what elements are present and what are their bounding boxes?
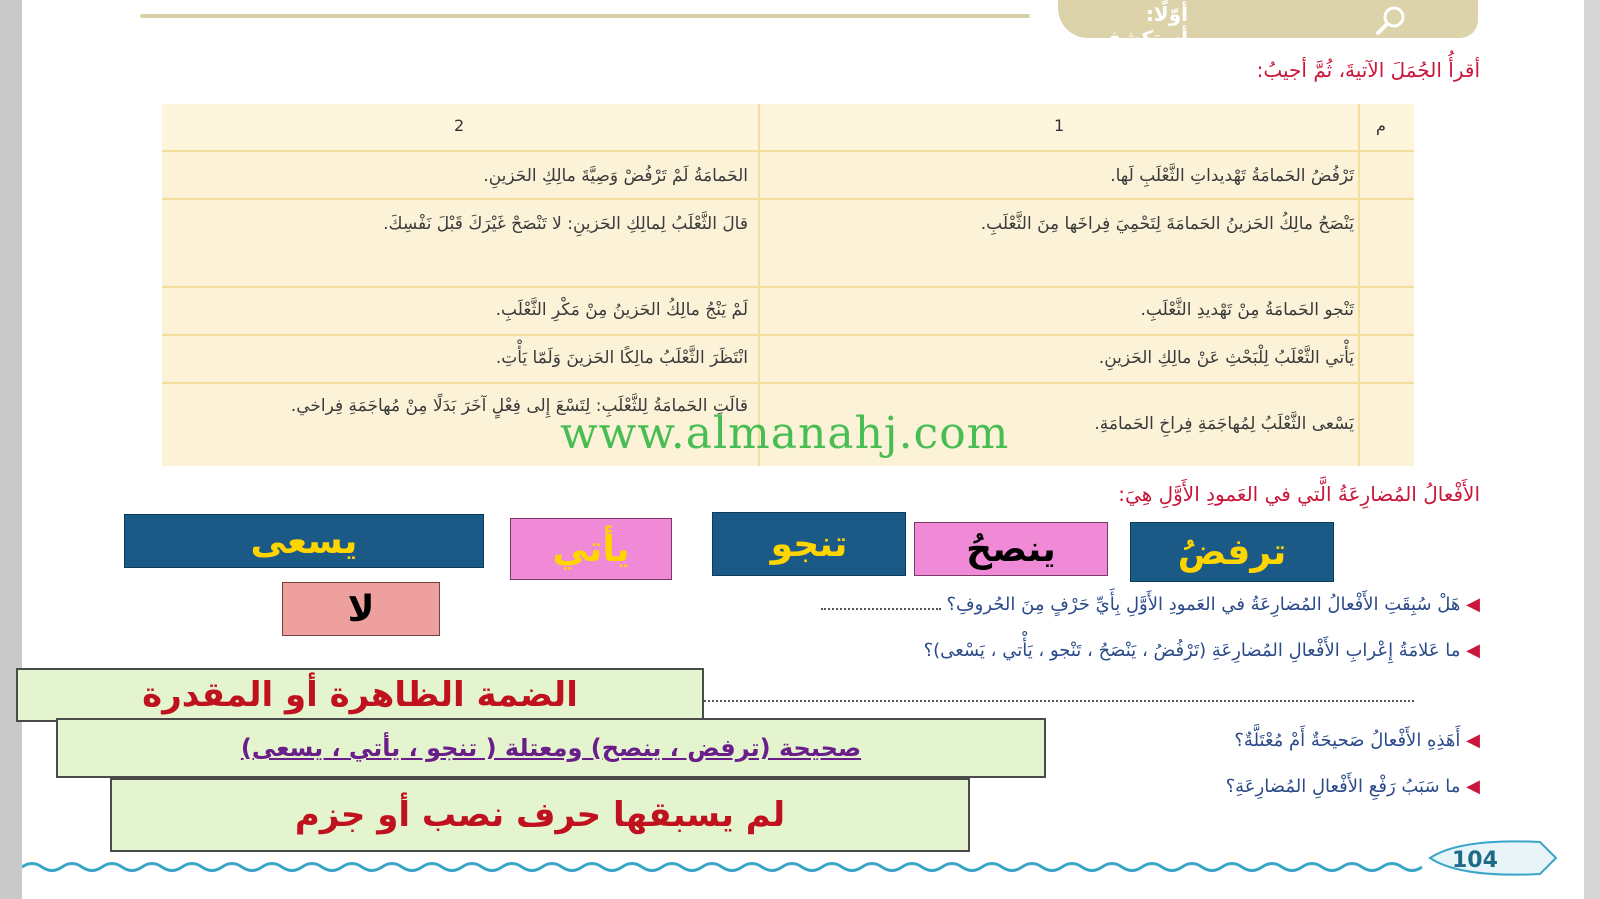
table-cell: تَنْجو الحَمامَةُ مِنْ تَهْديدِ الثَّعْلَبِ.: [1140, 300, 1354, 320]
question-line: [821, 594, 1480, 615]
column-divider: [1358, 104, 1360, 466]
table-header-col2: 2: [454, 116, 465, 135]
left-border: [0, 0, 22, 899]
answer-box-verb: يأتي: [510, 518, 672, 580]
watermark-text: www.almanahj.com: [560, 408, 1010, 459]
arrow-icon: ◀: [1466, 730, 1480, 751]
table-cell: لَمْ يَنْجُ مالِكُ الحَزينُ مِنْ مَكْرِ الثَّعْلَبِ.: [495, 300, 748, 320]
table-cell: قالَ الثَّعْلَبُ لِمالِكِ الحَزينِ: لا تَنْصَحْ غَيْرَكَ قَبْلَ نَفْسِكَ.: [383, 214, 748, 234]
question-line: [1234, 730, 1480, 751]
table-cell: تَرْفُضُ الحَمامَةُ تَهْديداتِ الثَّعْلَبِ لَها.: [1110, 166, 1354, 186]
answer-box-verb: ترفضُ: [1130, 522, 1334, 582]
magnifier-icon: [1374, 3, 1408, 37]
answer-box-verb: يسعى: [124, 514, 484, 568]
answer-box-preceded: لا: [282, 582, 440, 636]
section-title: أوّلًا: أستكشف: [1097, 2, 1188, 50]
table-cell: انْتَظَرَ الثَّعْلَبُ مالِكًا الحَزينَ وَلَمّا يَأْتِ.: [495, 348, 748, 368]
table-cell: يَنْصَحُ مالِكُ الحَزينُ الحَمامَةَ لِتَحْمِيَ فِراخَها مِنَ الثَّعْلَبِ.: [980, 214, 1354, 234]
row-divider: [162, 198, 1414, 200]
footer-wave-decoration: [22, 860, 1582, 874]
table-cell: يَسْعى الثَّعْلَبُ لِمُهاجَمَةِ فِراخِ الحَمامَةِ.: [1094, 414, 1354, 434]
question-text: ما عَلامَةُ إِعْرابِ الأَفْعالِ المُضارِعَةِ (تَرْفُضُ ، يَنْصَحُ ، تَنْجو ، يَأْتي ، يَسْعى)؟: [923, 640, 1461, 661]
question-line: [924, 640, 1480, 661]
question-line: [1226, 776, 1480, 797]
header-rule: [140, 14, 1030, 18]
section-header-tab: [1058, 0, 1478, 50]
answer-box-verb: تنجو: [712, 512, 906, 576]
table-cell: يَأْتي الثَّعْلَبُ لِلْبَحْثِ عَنْ مالِكِ الحَزينِ.: [1098, 348, 1354, 368]
instruction-text: أقرأُ الجُمَلَ الآتيةَ، ثُمَّ أجيبُ:: [1256, 58, 1480, 82]
answer-blank: [700, 700, 1414, 702]
question-heading: الأَفْعالُ المُضارِعَةُ الَّتي في العَمودِ الأَوَّلِ هِيَ:: [1118, 482, 1480, 506]
answer-blank: [821, 608, 941, 610]
row-divider: [162, 286, 1414, 288]
answer-box-sign: الضمة الظاهرة أو المقدرة: [16, 668, 704, 722]
table-header-index: م: [1376, 116, 1386, 135]
table-header-col1: 1: [1054, 116, 1065, 135]
right-border: [1584, 0, 1600, 899]
answer-box-verb: ينصحُ: [914, 522, 1108, 576]
answer-box-type: صحيحة (ترفض ، ينصح) ومعتلة ( تنجو ، يأتي ، يسعى): [56, 718, 1046, 778]
arrow-icon: ◀: [1466, 640, 1480, 661]
table-cell: قالَتِ الحَمامَةُ لِلثَّعْلَبِ: لِتَسْعَ إِلى فِعْلٍ آخَرَ بَدَلًا مِنْ مُهاجَمَةِ فِراخي.: [290, 396, 748, 416]
row-divider: [162, 334, 1414, 336]
question-text: أَهَذِهِ الأَفْعالُ صَحيحَةٌ أَمْ مُعْتَلَّةٌ؟: [1234, 730, 1461, 751]
answer-box-reason: لم يسبقها حرف نصب أو جزم: [110, 778, 970, 852]
question-text: هَلْ سُبِقَتِ الأَفْعالُ المُضارِعَةُ في العَمودِ الأَوَّلِ بِأَيِّ حَرْفٍ مِنَ الحُروفِ؟: [946, 594, 1461, 615]
arrow-icon: ◀: [1466, 594, 1480, 615]
table-cell: الحَمامَةُ لَمْ تَرْفُضْ وَصِيَّةَ مالِكِ الحَزينِ.: [483, 166, 748, 186]
row-divider: [162, 382, 1414, 384]
arrow-icon: ◀: [1466, 776, 1480, 797]
table-header-row: [162, 104, 1414, 152]
page-number: 104: [1452, 848, 1498, 873]
question-text: ما سَبَبُ رَفْعِ الأَفْعالِ المُضارِعَةِ؟: [1225, 776, 1461, 797]
